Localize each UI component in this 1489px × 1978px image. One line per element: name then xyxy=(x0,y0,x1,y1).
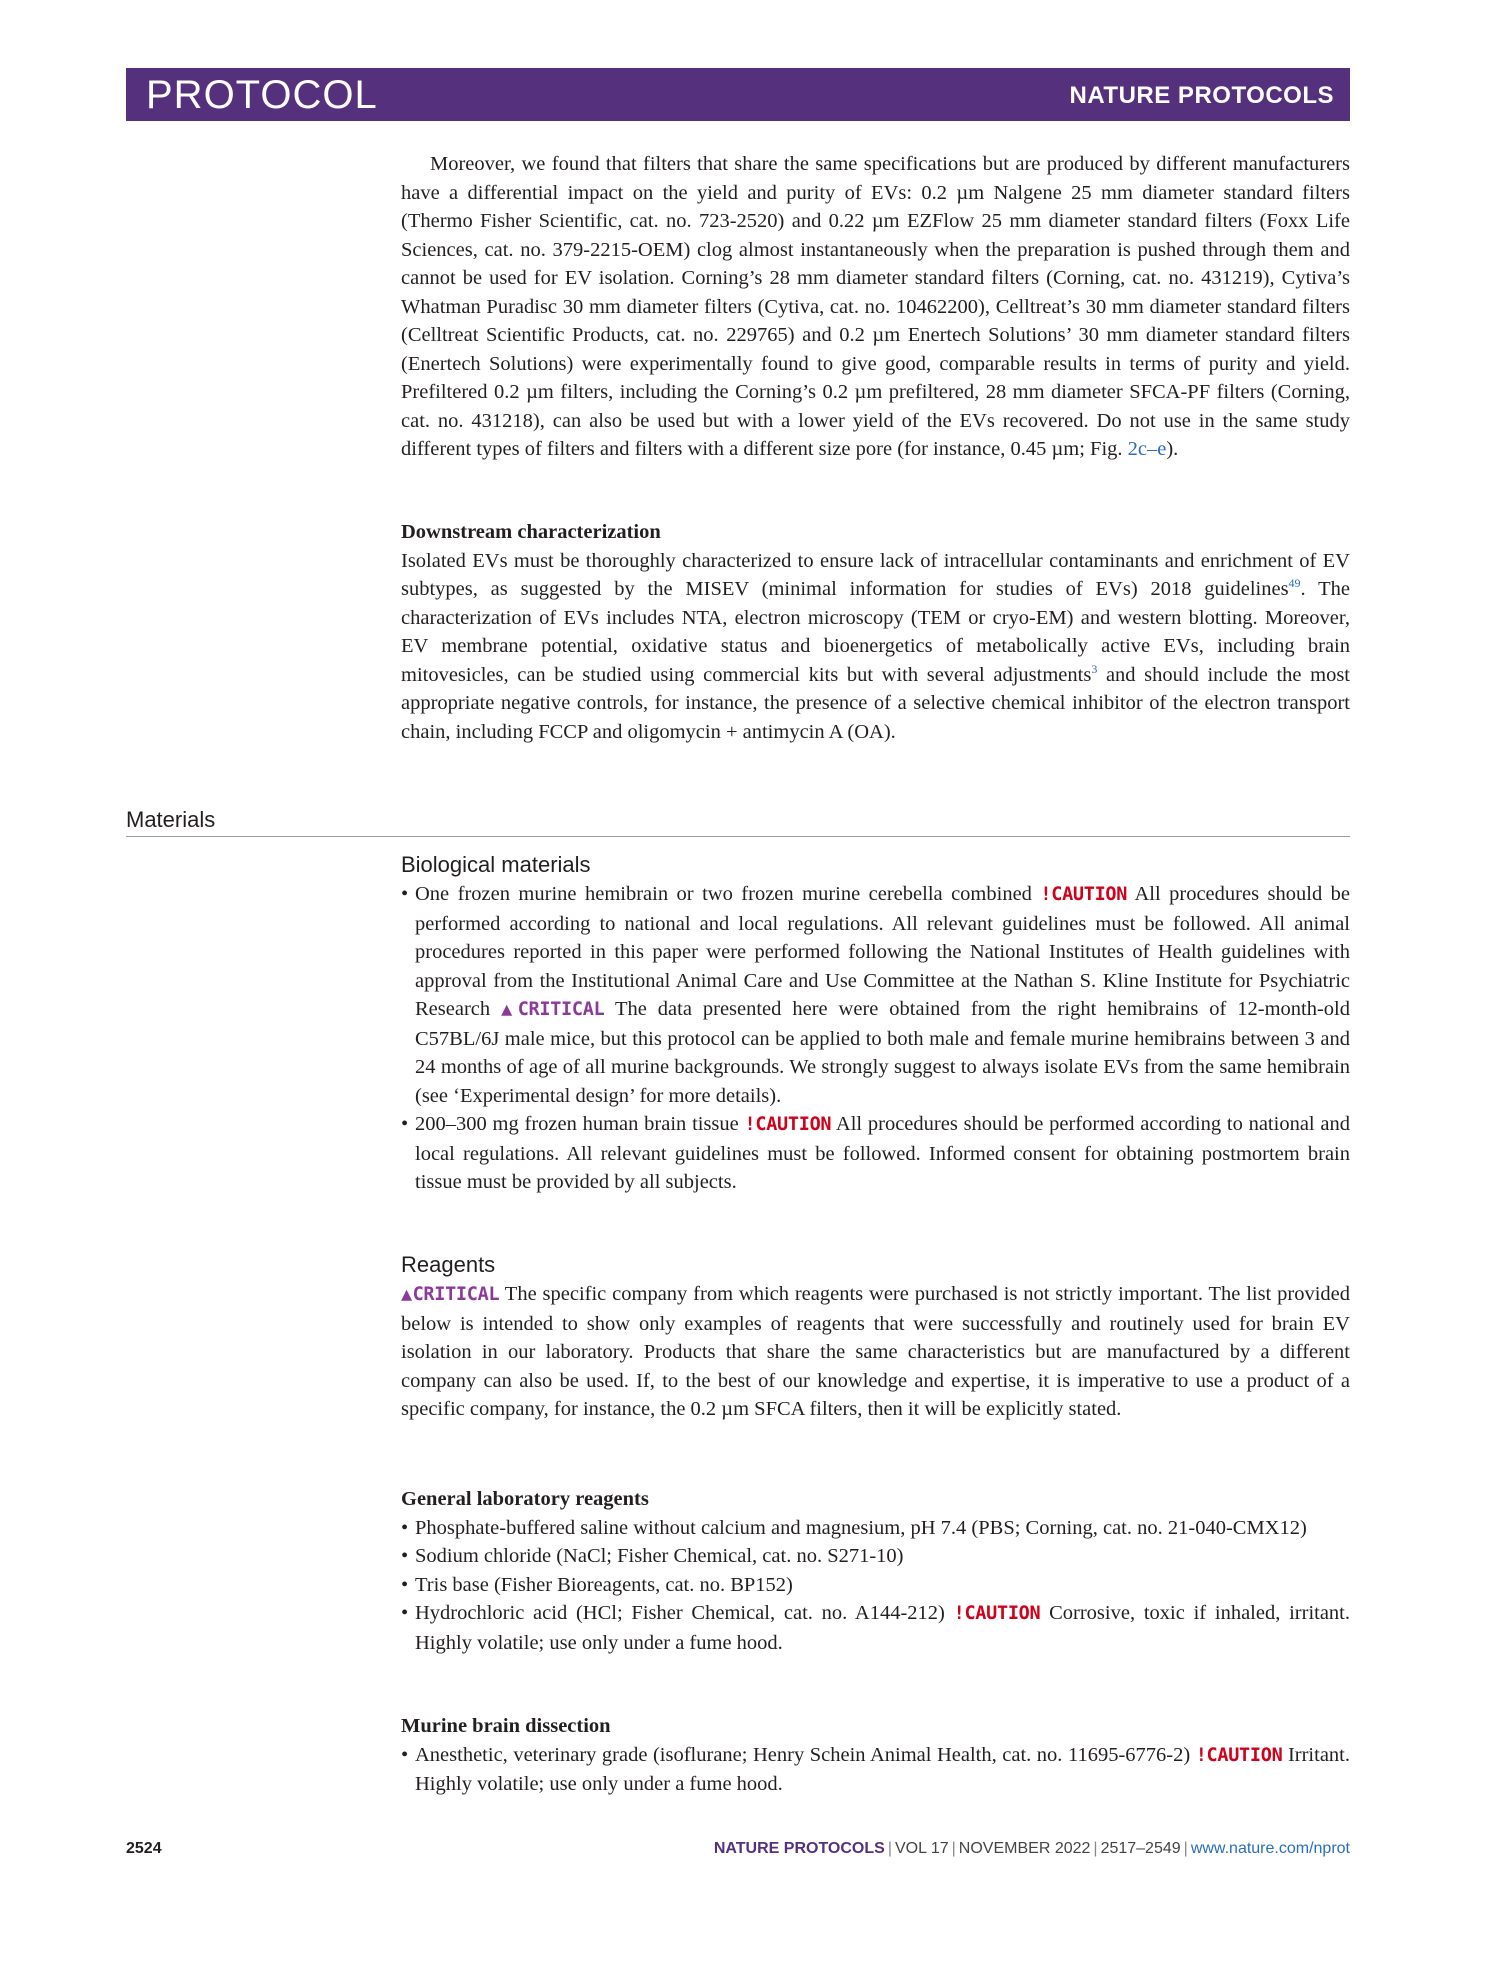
caution-label: !CAUTION xyxy=(953,1603,1041,1624)
footer-pages: 2517–2549 xyxy=(1100,1840,1181,1857)
page-number: 2524 xyxy=(126,1840,162,1857)
dissection-list xyxy=(401,1741,1350,1799)
biological-heading: Biological materials xyxy=(401,852,591,877)
footer-journal: NATURE PROTOCOLS xyxy=(713,1840,885,1857)
caution-label: !CAUTION xyxy=(1195,1744,1283,1766)
downstream-heading: Downstream characterization xyxy=(401,521,661,543)
list-item: • Anesthetic, veterinary grade (isoflurane; Henry Schein Animal Health, cat. no. 11695-6776-2) !CAUTION Irritant. Highly volatile; use only under a fume hood. xyxy=(401,1741,1350,1799)
footer-citation: NATURE PROTOCOLS | VOL 17 | NOVEMBER 2022 | 2517–2549 | www.nature.com/nprot xyxy=(713,1840,1350,1857)
section-label: PROTOCOL xyxy=(146,73,378,117)
biological-list xyxy=(401,880,1350,1197)
list-item: • One frozen murine hemibrain or two frozen murine cerebella combined !CAUTION All procedures should be performed according to national and local regulations. All relevant guidelines must be followed. All animal procedures reported in this paper were performed following the National Institutes of Health guidelines with approval from the Institutional Animal Care and Use Committee at the Nathan S. Kline Institute for Psychiatric Research ▲CRITICAL The data presented here were obtained from the right hemibrains of 12-month-old C57BL/6J male mice, but this protocol can be applied to both male and female murine hemibrains between 3 and 24 months of age of all murine backgrounds. We strongly suggest to always isolate EVs from the same hemibrain (see ‘Experimental design’ for more details). xyxy=(401,880,1350,1110)
biological-section xyxy=(401,850,1350,1197)
list-item: • Phosphate-buffered saline without calcium and magnesium, pH 7.4 (PBS; Corning, cat. no. 21-040-CMX12) xyxy=(401,1514,1350,1543)
downstream-section xyxy=(401,518,1350,746)
intro-paragraph: Moreover, we found that filters that share the same specifications but are produced by different manufacturers have a differential impact on the yield and purity of EVs: 0.2 µm Nalgene 25 mm diameter standard filters (Thermo Fisher Scientific, cat. no. 723-2520) and 0.22 µm EZFlow 25 mm diameter standard filters (Foxx Life Sciences, cat. no. 379-2215-OEM) clog almost instantaneously when the preparation is pushed through them and cannot be used for EV isolation. Corning’s 28 mm diameter standard filters (Corning, cat. no. 431219), Cytiva’s Whatman Puradisc 30 mm diameter filters (Cytiva, cat. no. 10462200), Celltreat’s 30 mm diameter standard filters (Celltreat Scientific Products, cat. no. 229765) and 0.2 µm Enertech Solutions’ 30 mm diameter standard filters (Enertech Solutions) were experimentally found to give good, comparable results in terms of purity and yield. Prefiltered 0.2 µm filters, including the Corning’s 0.2 µm prefiltered, 28 mm diameter SFCA-PF filters (Corning, cat. no. 431218), can also be used but with a lower yield of the EVs recovered. Do not use in the same study different types of filters and filters with a different size pore (for instance, 0.45 µm; Fig. 2c–e). xyxy=(401,153,1350,460)
footer-date: NOVEMBER 2022 xyxy=(958,1840,1091,1857)
reagents-heading: Reagents xyxy=(401,1252,496,1277)
list-item: • Hydrochloric acid (HCl; Fisher Chemical, cat. no. A144-212) !CAUTION Corrosive, toxic if inhaled, irritant. Highly volatile; use only under a fume hood. xyxy=(401,1599,1350,1657)
footer-url-link[interactable]: www.nature.com/nprot xyxy=(1190,1840,1350,1857)
list-item: • Tris base (Fisher Bioreagents, cat. no. BP152) xyxy=(401,1571,1350,1600)
reference-link[interactable]: 3 xyxy=(1091,661,1098,676)
general-reagents-list xyxy=(401,1514,1350,1658)
list-item: • Sodium chloride (NaCl; Fisher Chemical, cat. no. S271-10) xyxy=(401,1542,1350,1571)
caution-label: !CAUTION xyxy=(744,1114,832,1135)
intro-section xyxy=(401,150,1350,464)
critical-label: ▲CRITICAL xyxy=(501,999,605,1020)
dissection-section xyxy=(401,1712,1350,1799)
reagents-paragraph: ▲CRITICAL The specific company from which reagents were purchased is not strictly important. The list provided below is intended to show only examples of reagents that were successfully and routinely used for brain EV isolation in our laboratory. Products that share the same characteristics but are manufactured by a different company can also be used. If, to the best of our knowledge and expertise, it is imperative to use a product of a specific company, for instance, the 0.2 µm SFCA filters, then it will be explicitly stated. xyxy=(401,1283,1350,1420)
downstream-paragraph: Isolated EVs must be thoroughly characterized to ensure lack of intracellular contaminants and enrichment of EV subtypes, as suggested by the MISEV (minimal information for studies of EVs) 2018 guidelines$^{49}$. The characterization of EVs includes NTA, electron microscopy (TEM or cryo-EM) and western blotting. Moreover, EV membrane potential, oxidative status and bioenergetics of metabolically active EVs, including brain mitovesicles, can be studied using commercial kits but with several adjustments$^3$ and should include the most appropriate negative controls, for instance, the presence of a selective chemical inhibitor of the electron transport chain, including FCCP and oligomycin + antimycin A (OA). xyxy=(401,549,1350,743)
journal-name: NATURE PROTOCOLS xyxy=(1069,82,1334,109)
general-reagents-heading: General laboratory reagents xyxy=(401,1488,649,1510)
dissection-heading: Murine brain dissection xyxy=(401,1715,611,1737)
reagents-section xyxy=(401,1250,1350,1424)
reference-link[interactable]: 49 xyxy=(1288,576,1301,591)
figure-link[interactable]: 2c–e xyxy=(1127,438,1167,460)
list-item: • 200–300 mg frozen human brain tissue !CAUTION All procedures should be performed according to national and local regulations. All relevant guidelines must be followed. Informed consent for obtaining postmortem brain tissue must be provided by all subjects. xyxy=(401,1110,1350,1197)
general-reagents-section xyxy=(401,1485,1350,1657)
materials-heading: Materials xyxy=(126,806,1350,837)
critical-label: ▲CRITICAL xyxy=(401,1284,500,1305)
header-bar xyxy=(126,68,1350,121)
footer-volume: VOL 17 xyxy=(894,1840,949,1857)
caution-label: !CAUTION xyxy=(1040,884,1128,905)
